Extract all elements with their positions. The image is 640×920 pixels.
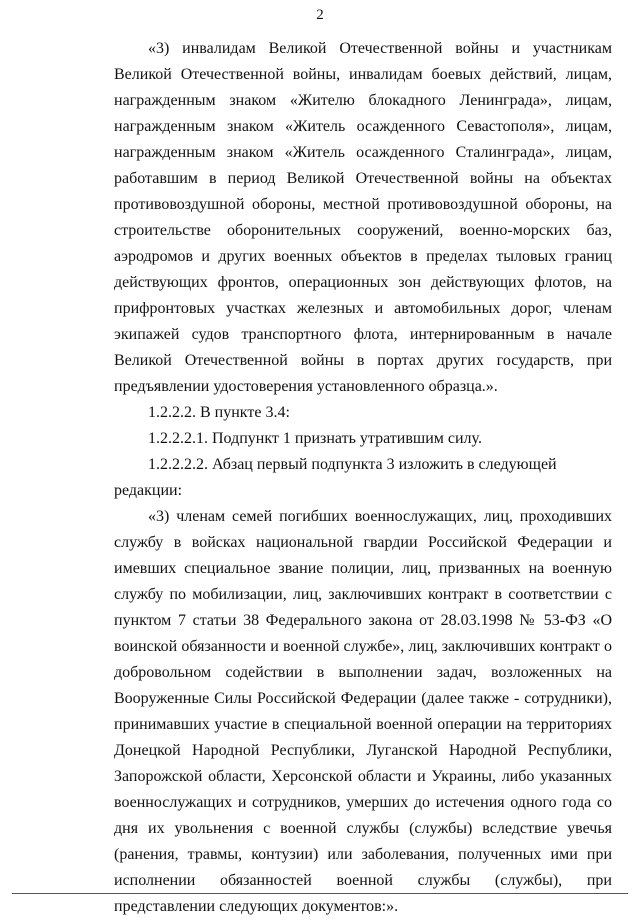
paragraph-clause-1-2-2-2-1: 1.2.2.2.1. Подпункт 1 признать утратившим силу. (148, 430, 482, 447)
paragraph-item-3-veterans: «3) инвалидам Великой Отечественной войны и участникам Великой Отечественной войны, инвалидам боевых действий, лицам, награжденным знаком «Жителю блокадного Ленинграда», лицам, награжденным знаком «Житель осажденного Севастополя», лицам, награжденным знаком «Житель осажденного Сталинграда», лицам, работавшим в период Великой Отечественной войны на объектах противовоздушной обороны, местной противовоздушной обороны, на строительстве оборонительных сооружений, военно-морских баз, аэродромов и других военных объектов в пределах тыловых границ действующих фронтов, операционных зон действующих флотов, на прифронтовых участках железных и автомобильных дорог, членам экипажей судов транспортного флота, интернированным в начале Великой Отечественной войны в портах других государств, при предъявлении удостоверения установленного образца.». (114, 40, 612, 395)
paragraph-item-3-family-members: «3) членам семей погибших военнослужащих, лиц, проходивших службу в войсках национальной гвардии Российской Федерации и имевших специальное звание полиции, лиц, призванных на военную службу по мобилизации, лиц, заключивших контракт в соответствии с пунктом 7 статьи 38 Федерального закона от 28.03.1998 № 53-ФЗ «О воинской обязанности и военной службе», лиц, заключивших контракт о добровольном содействии в выполнении задач, возложенных на Вооруженные Силы Российской Федерации (далее также - сотрудники), принимавших участие в специальной военной операции на территориях Донецкой Народной Республики, Луганской Народной Республики, Запорожской области, Херсонской области и Украины, либо указанных военнослужащих и сотрудников, умерших до истечения одного года со дня их увольнения с военной службы (службы) вследствие увечья (ранения, травмы, контузии) или заболевания, полученных ими при исполнении обязанностей военной службы (службы), при представлении следующих документов:». (114, 508, 612, 915)
paragraph-clause-1-2-2-2: 1.2.2.2. В пункте 3.4: (148, 404, 290, 421)
paragraph-clause-1-2-2-2-2: 1.2.2.2.2. Абзац первый подпункта 3 изложить в следующей редакции: (114, 456, 557, 499)
document-body (114, 36, 612, 920)
page-number: 2 (316, 7, 324, 23)
page-bottom-divider (12, 893, 628, 894)
